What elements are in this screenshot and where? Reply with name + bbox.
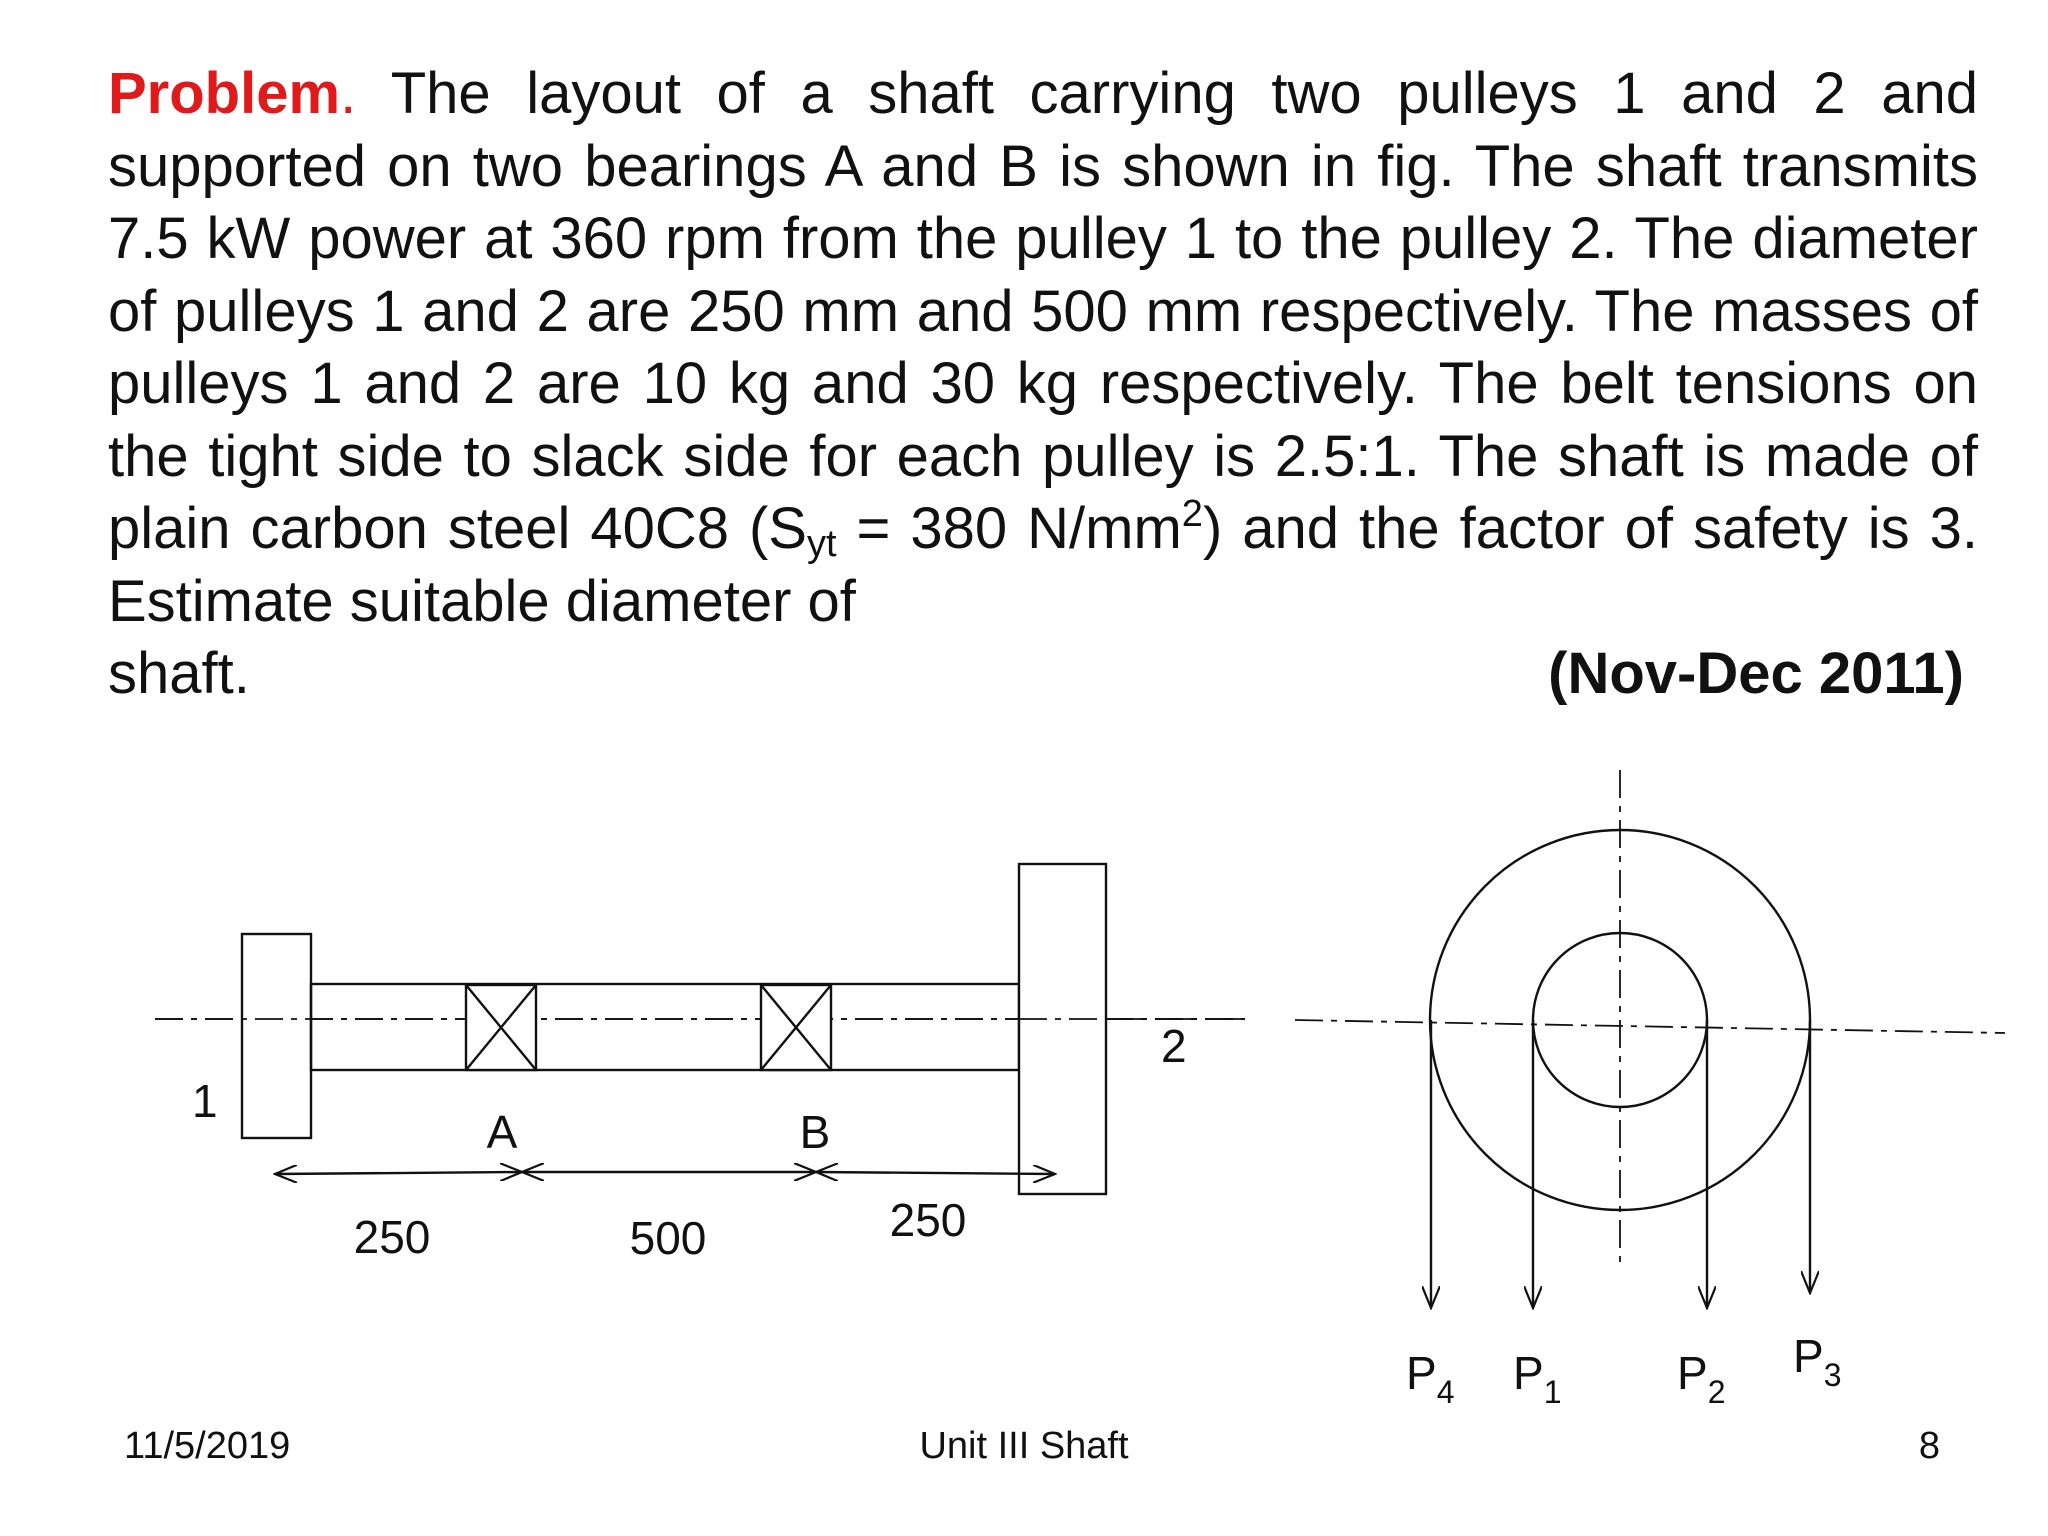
problem-sentence: The layout of a shaft carrying two pulleys 1 and 2 and supported on two bearings A and B is shown in fig. [108, 61, 1978, 199]
dimension-label: 250 [353, 1211, 431, 1263]
tension-label-p4: $P_4$ [1406, 1347, 1455, 1410]
problem-sentence: Estimate suitable diameter of [108, 568, 856, 634]
horizontal-centerline [1295, 1020, 2005, 1033]
tension-labels [1406, 1330, 1841, 1410]
squared-superscript: 2 [1181, 493, 1203, 535]
shaft-body [311, 984, 1019, 1070]
footer-date: 11/5/2019 [124, 1425, 291, 1467]
problem-statement: Problem. The layout of a shaft carrying two pulleys 1 and 2 and supported on two bearings A and B is shown in fig. The shaft transmits 7.5 kW power at 360 rpm from the pulley 1 to the pulley 2. The diameter of pulleys 1 and 2 are 250 mm and 500 mm respectively. The masses of pulleys 1 and 2 are 10 kg and 30 kg respectively. The belt tensions on the tight side to slack side for each pulley is 2.5:1. The shaft is made of plain carbon steel 40C8 ($S_{yt} = 380$ $N/mm^2$) and the factor of safety is 3. Estimate suitable diameter of shaft. (Nov-Dec 2011) [108, 58, 1978, 711]
dimension-arrow-250-left [275, 1172, 522, 1174]
bearing-a-label: A [486, 1106, 518, 1158]
bearing-a [466, 985, 536, 1070]
exam-date: (Nov-Dec 2011) [1548, 641, 1964, 706]
footer-title: Unit III Shaft [919, 1425, 1129, 1467]
bearing-b-label: B [799, 1106, 831, 1158]
tension-label-p1: $P_1$ [1513, 1347, 1562, 1410]
bearing-b [761, 985, 831, 1070]
pulley-1-label: 1 [192, 1075, 218, 1127]
tension-label-p3: $P_3$ [1793, 1330, 1842, 1393]
problem-sentence: The diameter of pulleys 1 and 2 are 250 mm and 500 mm respectively. [108, 206, 1978, 344]
pulley-1 [242, 934, 311, 1138]
problem-sentence: The shaft transmits 7.5 kW power at 360 rpm from the pulley 1 to the pulley 2. [108, 133, 1978, 271]
problem-sentence: = 380 N/mm [836, 496, 1182, 561]
dimension-label: 500 [629, 1212, 707, 1264]
pulley-end-view-diagram [1295, 770, 2005, 1308]
tension-label-p2: $P_2$ [1677, 1347, 1726, 1410]
footer-page-number: 8 [1918, 1425, 1940, 1467]
problem-last-word: shaft. [108, 641, 250, 706]
problem-sentence: The masses of pulleys 1 and 2 are 10 kg and 30 kg respectively. [108, 278, 1978, 416]
problem-label: Problem [108, 61, 341, 126]
problem-sentence: The belt tensions on the tight side to slack side for each pulley is 2.5:1. [108, 351, 1978, 489]
shaft-layout-diagram [155, 864, 1245, 1194]
problem-sentence: The shaft is made of plain carbon steel 40C8 (S [108, 423, 1978, 561]
dimension-label: 250 [889, 1194, 967, 1246]
syt-subscript: yt [807, 523, 837, 565]
pulley-2 [1019, 864, 1106, 1194]
pulley-2-label: 2 [1161, 1020, 1187, 1072]
problem-sentence: ) and the factor of safety is 3. [1202, 496, 1978, 561]
